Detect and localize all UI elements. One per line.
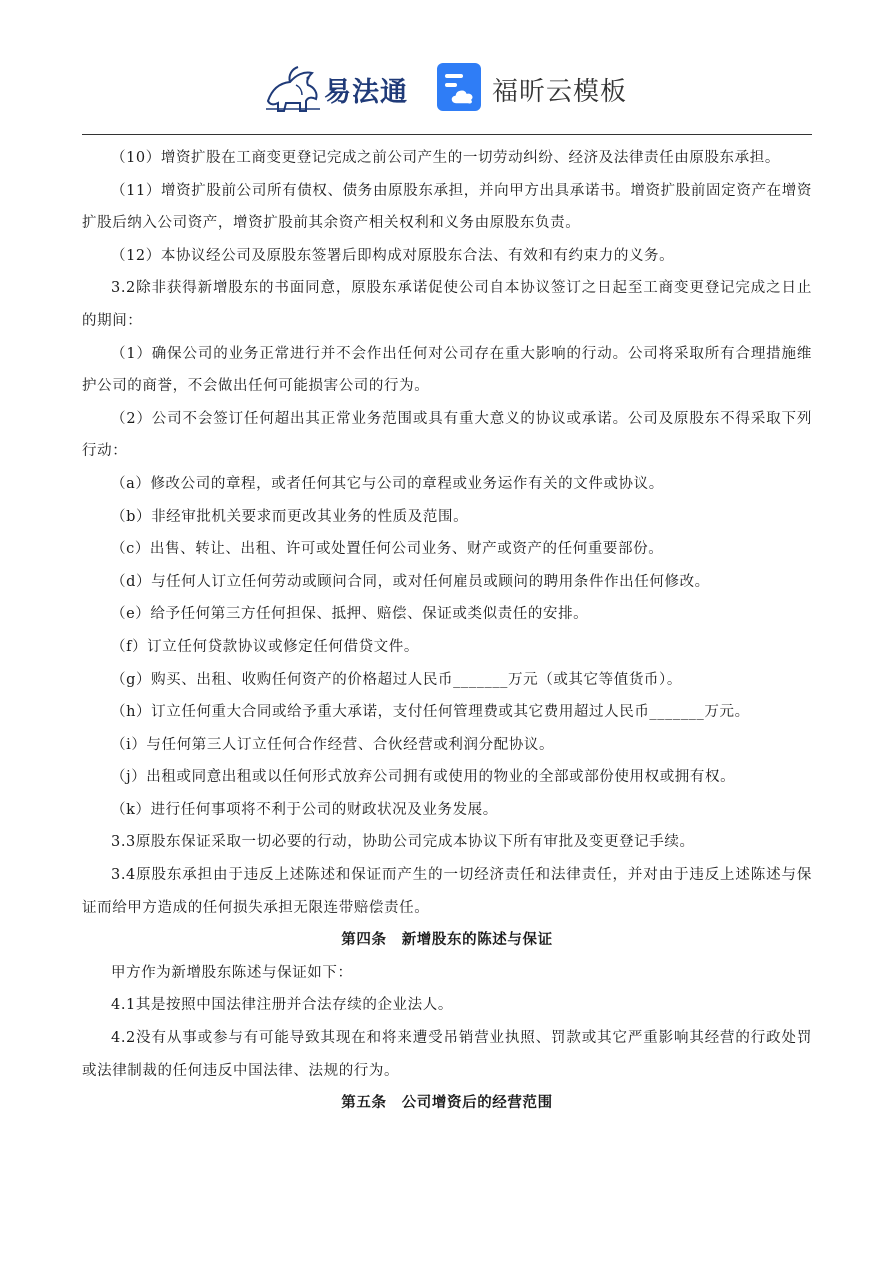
paragraph: 3.2除非获得新增股东的书面同意，原股东承诺促使公司自本协议签订之日起至工商变更登记完成之日止的期间：	[82, 280, 812, 329]
paragraph: 4.1其是按照中国法律注册并合法存续的企业法人。	[111, 997, 453, 1014]
list-item: （a）修改公司的章程，或者任何其它与公司的章程或业务运作有关的文件或协议。	[111, 475, 664, 492]
article-heading: 第四条 新增股东的陈述与保证	[341, 932, 553, 949]
yifatong-logo	[262, 62, 408, 116]
article-heading: 第五条 公司增资后的经营范围	[341, 1095, 553, 1112]
list-item: （e）给予任何第三方任何担保、抵押、赔偿、保证或类似责任的安排。	[111, 606, 589, 623]
list-item: （g）购买、出租、收购任何资产的价格超过人民币_______万元（或其它等值货币）。	[111, 671, 682, 688]
paragraph: （1）确保公司的业务正常进行并不会作出任何对公司存在重大影响的行动。公司将采取所有合理措施维护公司的商誉，不会做出任何可能损害公司的行为。	[82, 345, 812, 395]
paragraph: （11）增资扩股前公司所有债权、债务由原股东承担，并向甲方出具承诺书。增资扩股前固定资产在增资扩股后纳入公司资产，增资扩股前其余资产相关权利和义务由原股东负责。	[82, 182, 812, 232]
fuxin-brand-text: 福昕云模板	[492, 76, 628, 107]
yifatong-brand-text: 易法通	[324, 76, 408, 108]
paragraph: 3.4原股东承担由于违反上述陈述和保证而产生的一切经济责任和法律责任，并对由于违反上述陈述与保证而给甲方造成的任何损失承担无限连带赔偿责任。	[82, 867, 812, 916]
list-item: （i）与任何第三人订立任何合作经营、合伙经营或利润分配协议。	[111, 736, 555, 753]
list-item: （j）出租或同意出租或以任何形式放弃公司拥有或使用的物业的全部或部份使用权或拥有权。	[111, 769, 736, 786]
paragraph: 甲方作为新增股东陈述与保证如下：	[111, 964, 353, 981]
paragraph: 3.3原股东保证采取一切必要的行动，协助公司完成本协议下所有审批及变更登记手续。	[111, 834, 695, 851]
paragraph: （2）公司不会签订任何超出其正常业务范围或具有重大意义的协议或承诺。公司及原股东不得采取下列行动：	[82, 410, 812, 460]
paragraph: （10）增资扩股在工商变更登记完成之前公司产生的一切劳动纠纷、经济及法律责任由原股东承担。	[111, 150, 780, 166]
list-item: （b）非经审批机关要求而更改其业务的性质及范围。	[111, 508, 469, 525]
list-item: （f）订立任何贷款协议或修定任何借贷文件。	[111, 638, 419, 655]
list-item: （c）出售、转让、出租、许可或处置任何公司业务、财产或资产的任何重要部份。	[111, 541, 664, 558]
list-item: （k）进行任何事项将不利于公司的财政状况及业务发展。	[111, 801, 498, 818]
list-item: （h）订立任何重大合同或给予重大承诺，支付任何管理费或其它费用超过人民币_______万元。	[111, 704, 750, 721]
paragraph: （12）本协议经公司及原股东签署后即构成对原股东合法、有效和有约束力的义务。	[111, 247, 675, 264]
page-header	[0, 0, 893, 136]
qilin-mascot-icon	[262, 63, 322, 115]
document-cloud-icon	[436, 62, 482, 116]
paragraph: 4.2没有从事或参与有可能导致其现在和将来遭受吊销营业执照、罚款或其它严重影响其经营的行政处罚或法律制裁的任何违反中国法律、法规的行为。	[82, 1030, 812, 1079]
list-item: （d）与任何人订立任何劳动或顾问合同，或对任何雇员或顾问的聘用条件作出任何修改。	[111, 573, 710, 590]
header-divider	[82, 134, 812, 135]
fuxin-logo	[436, 62, 627, 116]
document-body	[82, 142, 812, 1120]
